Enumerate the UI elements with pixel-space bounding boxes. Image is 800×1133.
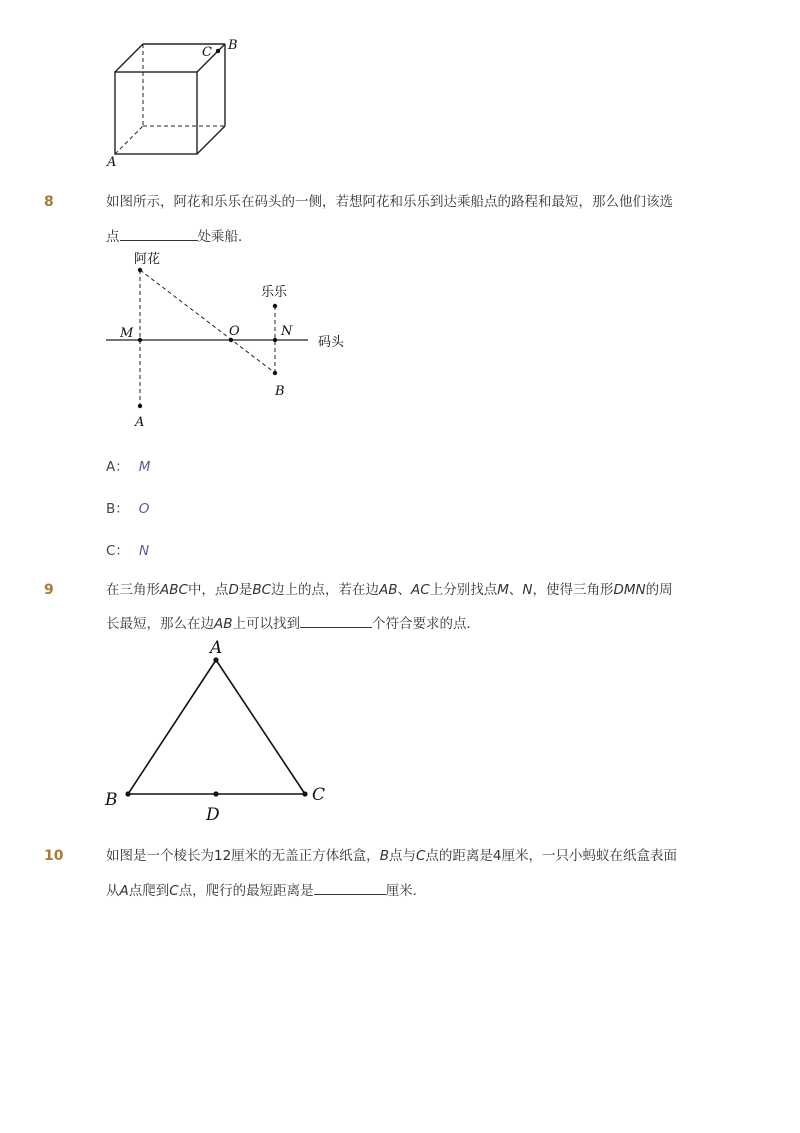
question-number-9: 9	[44, 582, 54, 598]
q8-text-line2	[106, 226, 252, 247]
point-c	[302, 791, 307, 796]
label-lele: 乐乐	[261, 285, 288, 300]
point-ahua	[138, 268, 142, 272]
option-value: N	[138, 543, 150, 559]
point-a	[213, 657, 218, 662]
point-n	[273, 338, 277, 342]
q8-answer-blank[interactable]	[120, 226, 198, 241]
option-key: B：	[106, 501, 129, 517]
q8-text-line1: 如图所示，阿花和乐乐在码头的一侧，若想阿花和乐乐到达乘船点的路程和最短，那么他们该选	[106, 194, 673, 210]
cube-label-b: B	[228, 38, 238, 53]
cube-figure	[100, 30, 260, 175]
q8-option-c[interactable]	[106, 539, 149, 559]
q8-option-b[interactable]	[106, 497, 149, 517]
label-m: M	[120, 326, 134, 341]
option-value: M	[138, 459, 151, 475]
label-n: N	[281, 324, 293, 339]
label-ahua: 阿花	[134, 252, 161, 267]
point-d	[213, 791, 218, 796]
point-b	[125, 791, 130, 796]
cube-label-a: A	[107, 155, 117, 170]
q9-text-line2: 长最短，那么在边AB上可以找到 个符合要求的点．	[106, 613, 480, 634]
q8-option-a[interactable]	[106, 455, 150, 475]
label-o: O	[229, 324, 240, 339]
point-lele	[273, 304, 277, 308]
label-a: A	[210, 638, 223, 658]
q10-text-line1: 如图是一个棱长为12厘米的无盖正方体纸盒，B点与C点的距离是4厘米，一只小蚂蚁在纸盒表面	[106, 848, 677, 864]
option-key: C：	[106, 543, 129, 559]
question-number-10: 10	[44, 848, 64, 864]
label-d: D	[206, 805, 220, 825]
point-m	[138, 338, 142, 342]
q9-answer-blank[interactable]	[300, 613, 372, 628]
q10-answer-blank[interactable]	[314, 880, 386, 895]
label-b: B	[105, 790, 118, 810]
q8-line2-pre: 点	[106, 229, 120, 245]
q8-line2-post: 处乘船．	[197, 229, 252, 245]
label-matou: 码头	[318, 335, 345, 350]
q8-figure	[100, 248, 370, 438]
label-c: C	[312, 785, 326, 805]
label-b: B	[275, 384, 285, 399]
cube-point-c	[216, 49, 220, 53]
label-a: A	[135, 415, 145, 430]
point-a	[138, 404, 142, 408]
q9-triangle-figure	[100, 632, 340, 827]
triangle-abc	[128, 660, 305, 794]
q10-text-line2: 从A点爬到C点，爬行的最短距离是 厘米．	[106, 880, 426, 901]
question-number-8: 8	[44, 194, 54, 210]
option-key: A：	[106, 459, 129, 475]
q9-text-line1: 在三角形ABC中，点D是BC边上的点，若在边AB、AC上分别找点M、N，使得三角形DMN的周	[106, 582, 673, 598]
cube-label-c: C	[202, 45, 212, 60]
point-b	[273, 371, 277, 375]
option-value: O	[138, 501, 150, 517]
